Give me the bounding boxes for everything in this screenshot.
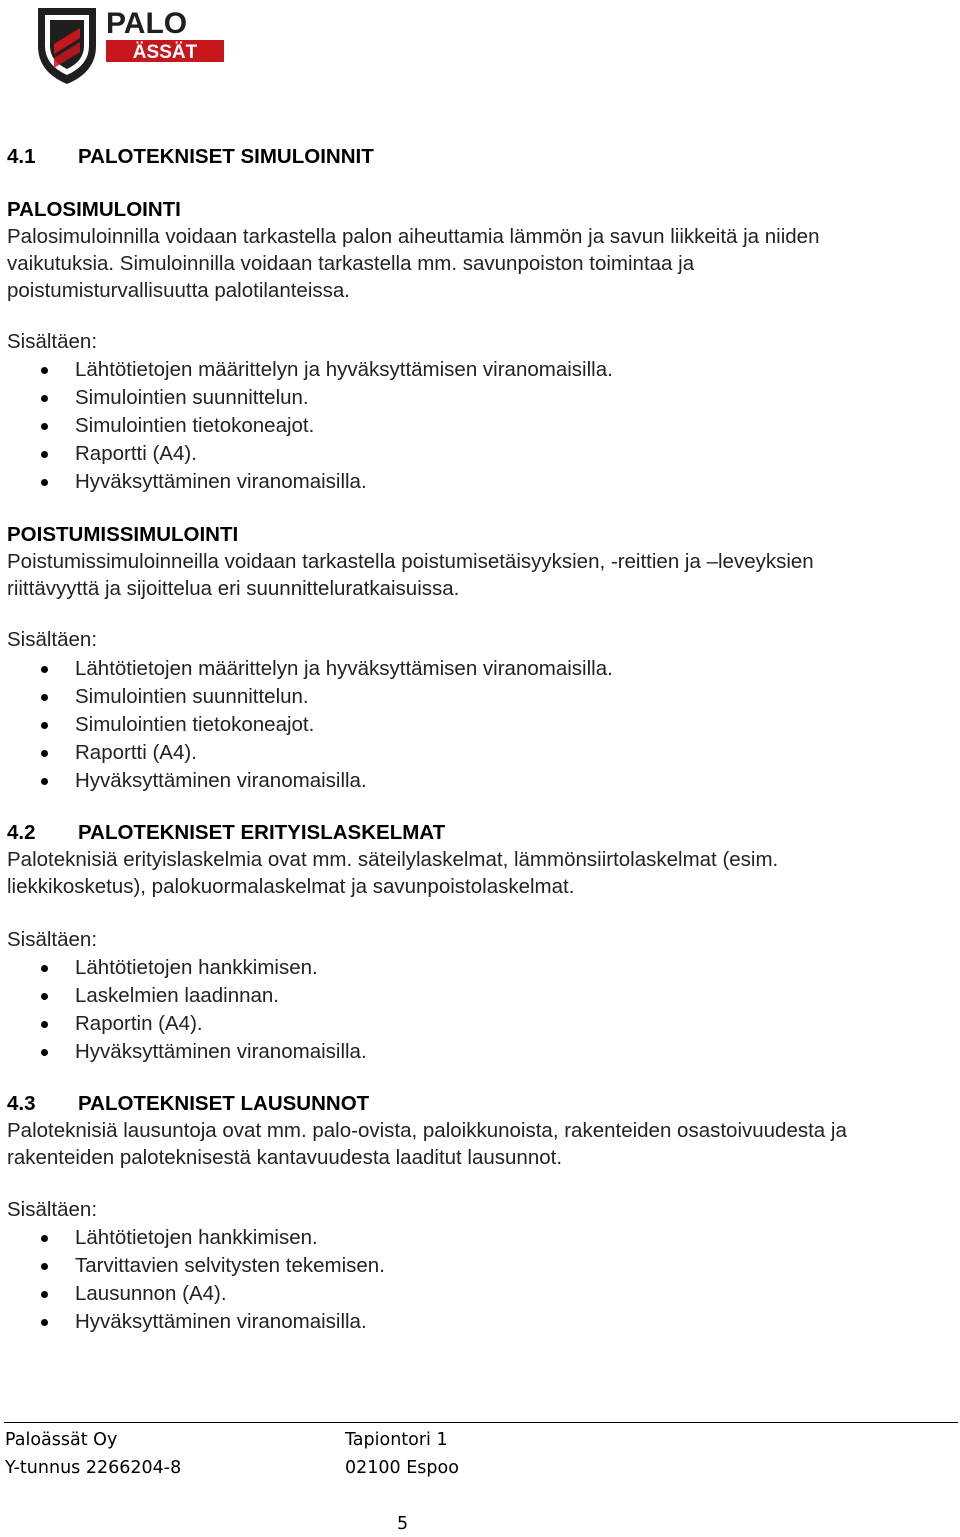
section-number-4-1: 4.1 (7, 145, 36, 168)
footer-city: 02100 Espoo (345, 1458, 459, 1478)
bullet-icon (41, 451, 48, 458)
bullet-list-poistumissimulointi (0, 655, 900, 795)
paragraph-line: Paloteknisiä erityislaskelmia ovat mm. säteilylaskelmat, lämmönsiirtolaskelmat (esim. (7, 848, 779, 871)
list-item: Raportti (A4). (0, 440, 900, 468)
section-title-4-1: PALOTEKNISET SIMULOINNIT (78, 145, 374, 168)
bullet-icon (41, 965, 48, 972)
bullet-icon (41, 1049, 48, 1056)
bullet-icon (41, 367, 48, 374)
bullet-icon (41, 694, 48, 701)
section-title-4-3: PALOTEKNISET LAUSUNNOT (78, 1092, 370, 1115)
footer-company: Paloässät Oy (5, 1430, 118, 1450)
bullet-list-lausunnot (0, 1224, 900, 1336)
paragraph-line: liekkikosketus), palokuormalaskelmat ja savunpoistolaskelmat. (7, 875, 575, 898)
bullet-icon (41, 395, 48, 402)
section-title-4-2: PALOTEKNISET ERITYISLASKELMAT (78, 821, 446, 844)
bullet-icon (41, 1235, 48, 1242)
bullet-icon (41, 423, 48, 430)
bullet-list-palosimulointi (0, 356, 900, 496)
bullet-list-erityislaskelmat (0, 954, 900, 1066)
paragraph-line: riittävyyttä ja sijoittelua eri suunnitteluratkaisuissa. (7, 577, 460, 600)
bullet-icon (41, 1319, 48, 1326)
list-item: Hyväksyttäminen viranomaisilla. (0, 1308, 900, 1336)
includes-label: Sisältäen: (7, 330, 98, 353)
list-item: Raportin (A4). (0, 1010, 900, 1038)
footer-street: Tapiontori 1 (345, 1430, 448, 1450)
includes-label: Sisältäen: (7, 628, 98, 651)
bullet-icon (41, 1021, 48, 1028)
bullet-icon (41, 1291, 48, 1298)
bullet-icon (41, 1263, 48, 1270)
list-item: Lausunnon (A4). (0, 1280, 900, 1308)
bullet-icon (41, 993, 48, 1000)
list-item: Simulointien tietokoneajot. (0, 412, 900, 440)
list-item: Hyväksyttäminen viranomaisilla. (0, 1038, 900, 1066)
company-logo (34, 2, 226, 86)
logo-brand-top: PALO (106, 7, 188, 40)
list-item: Laskelmien laadinnan. (0, 982, 900, 1010)
logo-brand-bottom: ÄSSÄT (132, 42, 198, 63)
bullet-icon (41, 722, 48, 729)
subheading-poistumissimulointi: POISTUMISSIMULOINTI (7, 523, 239, 546)
bullet-icon (41, 479, 48, 486)
list-item: Hyväksyttäminen viranomaisilla. (0, 468, 900, 496)
paragraph-line: Paloteknisiä lausuntoja ovat mm. palo-ovista, paloikkunoista, rakenteiden osastoivuudesta ja (7, 1119, 847, 1142)
page-number: 5 (397, 1514, 409, 1534)
subheading-palosimulointi: PALOSIMULOINTI (7, 198, 181, 221)
list-item: Lähtötietojen hankkimisen. (0, 954, 900, 982)
bullet-icon (41, 750, 48, 757)
paragraph-line: vaikutuksia. Simuloinnilla voidaan tarkastella mm. savunpoiston toimintaa ja (7, 252, 695, 275)
list-item: Tarvittavien selvitysten tekemisen. (0, 1252, 900, 1280)
list-item: Lähtötietojen määrittelyn ja hyväksyttämisen viranomaisilla. (0, 356, 900, 384)
paragraph-line: rakenteiden paloteknisestä kantavuudesta laaditut lausunnot. (7, 1146, 563, 1169)
includes-label: Sisältäen: (7, 1198, 98, 1221)
bullet-icon (41, 778, 48, 785)
section-number-4-2: 4.2 (7, 821, 36, 844)
paragraph-line: Palosimuloinnilla voidaan tarkastella palon aiheuttamia lämmön ja savun liikkeitä ja niiden (7, 225, 820, 248)
paragraph-line: poistumisturvallisuutta palotilanteissa. (7, 279, 350, 302)
list-item: Simulointien suunnittelun. (0, 683, 900, 711)
list-item: Lähtötietojen määrittelyn ja hyväksyttämisen viranomaisilla. (0, 655, 900, 683)
paragraph-line: Poistumissimuloinneilla voidaan tarkastella poistumisetäisyyksien, -reittien ja –leveyksien (7, 550, 814, 573)
bullet-icon (41, 666, 48, 673)
footer-business-id: Y-tunnus 2266204-8 (5, 1458, 182, 1478)
list-item: Lähtötietojen hankkimisen. (0, 1224, 900, 1252)
list-item: Simulointien suunnittelun. (0, 384, 900, 412)
list-item: Raportti (A4). (0, 739, 900, 767)
includes-label: Sisältäen: (7, 928, 98, 951)
section-number-4-3: 4.3 (7, 1092, 36, 1115)
list-item: Hyväksyttäminen viranomaisilla. (0, 767, 900, 795)
footer-divider (4, 1422, 958, 1423)
list-item: Simulointien tietokoneajot. (0, 711, 900, 739)
